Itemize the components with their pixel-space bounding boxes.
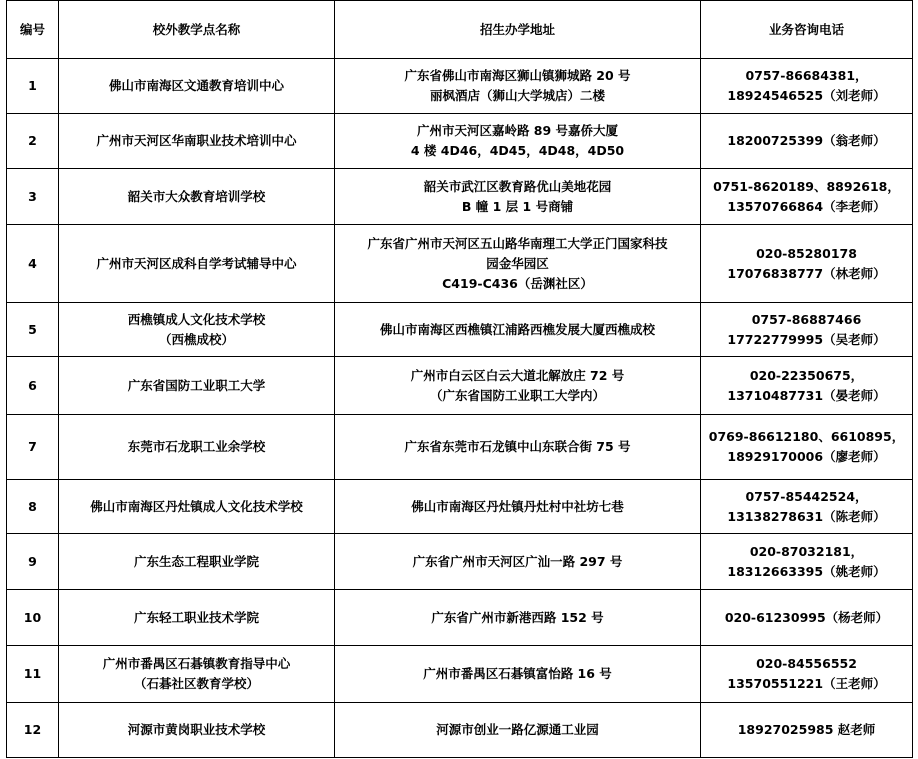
cell-num: 1 <box>7 59 59 114</box>
table-row <box>7 590 913 646</box>
cell-phone: 0757-86684381， 18924546525（刘老师） <box>701 59 913 114</box>
table-row <box>7 169 913 225</box>
cell-num: 3 <box>7 169 59 225</box>
cell-address: 佛山市南海区丹灶镇丹灶村中社坊七巷 <box>335 480 701 534</box>
cell-name: 广州市天河区华南职业技术培训中心 <box>59 114 335 169</box>
cell-phone: 0769-86612180、6610895， 18929170006（廖老师） <box>701 415 913 480</box>
table-row <box>7 59 913 114</box>
table-row <box>7 114 913 169</box>
table-row <box>7 480 913 534</box>
cell-name: 广州市天河区成科自学考试辅导中心 <box>59 225 335 303</box>
cell-address: 韶关市武江区教育路优山美地花园 B 幢 1 层 1 号商铺 <box>335 169 701 225</box>
cell-name: 广东省国防工业职工大学 <box>59 357 335 415</box>
cell-address: 广州市天河区嘉岭路 89 号嘉侨大厦 4 楼 4D46，4D45，4D48，4D50 <box>335 114 701 169</box>
cell-num: 7 <box>7 415 59 480</box>
cell-name: 佛山市南海区丹灶镇成人文化技术学校 <box>59 480 335 534</box>
cell-address: 广州市白云区白云大道北解放庄 72 号 （广东省国防工业职工大学内） <box>335 357 701 415</box>
cell-address: 广东省东莞市石龙镇中山东联合街 75 号 <box>335 415 701 480</box>
header-num: 编号 <box>7 1 59 59</box>
cell-num: 12 <box>7 703 59 758</box>
cell-address: 广东省广州市天河区广汕一路 297 号 <box>335 534 701 590</box>
cell-name: 广州市番禺区石碁镇教育指导中心 （石碁社区教育学校） <box>59 646 335 703</box>
header-address: 招生办学地址 <box>335 1 701 59</box>
cell-phone: 020-85280178 17076838777（林老师） <box>701 225 913 303</box>
cell-phone: 0757-86887466 17722779995（吴老师） <box>701 303 913 357</box>
cell-address: 佛山市南海区西樵镇江浦路西樵发展大厦西樵成校 <box>335 303 701 357</box>
cell-address: 广东省广州市天河区五山路华南理工大学正门国家科技 园金华园区 C419-C436（岳渊社区） <box>335 225 701 303</box>
table-row <box>7 646 913 703</box>
table-row <box>7 303 913 357</box>
teaching-sites-table <box>6 0 913 758</box>
cell-num: 11 <box>7 646 59 703</box>
table-row <box>7 415 913 480</box>
cell-address: 广东省佛山市南海区狮山镇狮城路 20 号 丽枫酒店（狮山大学城店）二楼 <box>335 59 701 114</box>
cell-num: 8 <box>7 480 59 534</box>
cell-phone: 020-22350675， 13710487731（晏老师） <box>701 357 913 415</box>
cell-phone: 020-84556552 13570551221（王老师） <box>701 646 913 703</box>
table-row <box>7 357 913 415</box>
cell-num: 4 <box>7 225 59 303</box>
cell-phone: 18200725399（翁老师） <box>701 114 913 169</box>
cell-num: 6 <box>7 357 59 415</box>
cell-address: 广州市番禺区石碁镇富怡路 16 号 <box>335 646 701 703</box>
cell-num: 2 <box>7 114 59 169</box>
cell-address: 河源市创业一路亿源通工业园 <box>335 703 701 758</box>
cell-address: 广东省广州市新港西路 152 号 <box>335 590 701 646</box>
cell-name: 佛山市南海区文通教育培训中心 <box>59 59 335 114</box>
cell-name: 广东生态工程职业学院 <box>59 534 335 590</box>
cell-phone: 0757-85442524， 13138278631（陈老师） <box>701 480 913 534</box>
cell-phone: 020-87032181， 18312663395（姚老师） <box>701 534 913 590</box>
header-phone: 业务咨询电话 <box>701 1 913 59</box>
cell-name: 广东轻工职业技术学院 <box>59 590 335 646</box>
cell-name: 西樵镇成人文化技术学校 （西樵成校） <box>59 303 335 357</box>
table-header-row <box>7 1 913 59</box>
cell-phone: 18927025985 赵老师 <box>701 703 913 758</box>
cell-name: 韶关市大众教育培训学校 <box>59 169 335 225</box>
table-row <box>7 534 913 590</box>
cell-num: 9 <box>7 534 59 590</box>
cell-num: 5 <box>7 303 59 357</box>
cell-num: 10 <box>7 590 59 646</box>
header-name: 校外教学点名称 <box>59 1 335 59</box>
cell-phone: 020-61230995（杨老师） <box>701 590 913 646</box>
cell-phone: 0751-8620189、8892618， 13570766864（李老师） <box>701 169 913 225</box>
cell-name: 东莞市石龙职工业余学校 <box>59 415 335 480</box>
table-row <box>7 703 913 758</box>
table-row <box>7 225 913 303</box>
cell-name: 河源市黄岗职业技术学校 <box>59 703 335 758</box>
